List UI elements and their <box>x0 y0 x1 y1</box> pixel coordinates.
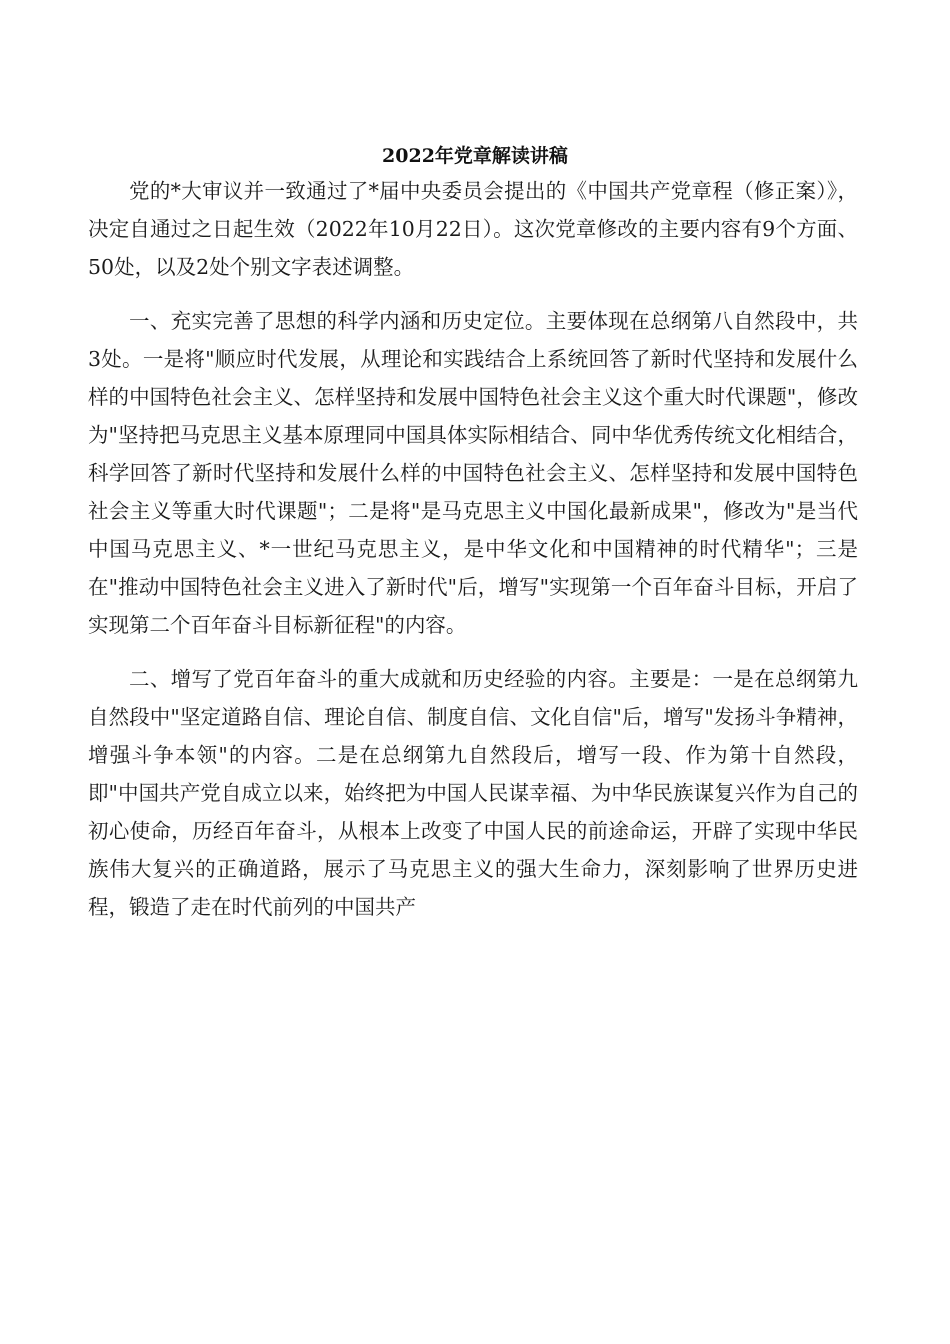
paragraph-section-one: 一、充实完善了思想的科学内涵和历史定位。主要体现在总纲第八自然段中，共3处。一是将"顺应时代发展，从理论和实践结合上系统回答了新时代坚持和发展什么样的中国特色社会主义、怎样坚持和发展中国特色社会主义这个重大时代课题"，修改为"坚持把马克思主义基本原理同中国具体实际相结合、同中华优秀传统文化相结合，科学回答了新时代坚持和发展什么样的中国特色社会主义、怎样坚持和发展中国特色社会主义等重大时代课题"；二是将"是马克思主义中国化最新成果"，修改为"是当代中国马克思主义、*一世纪马克思主义，是中华文化和中国精神的时代精华"；三是在"推动中国特色社会主义进入了新时代"后，增写"实现第一个百年奋斗目标，开启了实现第二个百年奋斗目标新征程"的内容。 <box>88 309 858 637</box>
document-body <box>88 172 858 926</box>
document-title: 2022年党章解读讲稿 <box>382 145 568 167</box>
paragraph-intro: 党的*大审议并一致通过了*届中央委员会提出的《中国共产党章程（修正案）》，决定自通过之日起生效（2022年10月22日）。这次党章修改的主要内容有9个方面、50处，以及2处个别文字表述调整。 <box>88 179 858 279</box>
paragraph-section-two: 二、增写了党百年奋斗的重大成就和历史经验的内容。主要是：一是在总纲第九自然段中"坚定道路自信、理论自信、制度自信、文化自信"后，增写"发扬斗争精神，增强斗争本领"的内容。二是在总纲第九自然段后，增写一段、作为第十自然段，即"中国共产党自成立以来，始终把为中国人民谋幸福、为中华民族谋复兴作为自己的初心使命，历经百年奋斗，从根本上改变了中国人民的前途命运，开辟了实现中华民族伟大复兴的正确道路，展示了马克思主义的强大生命力，深刻影响了世界历史进程，锻造了走在时代前列的中国共产 <box>88 667 858 919</box>
